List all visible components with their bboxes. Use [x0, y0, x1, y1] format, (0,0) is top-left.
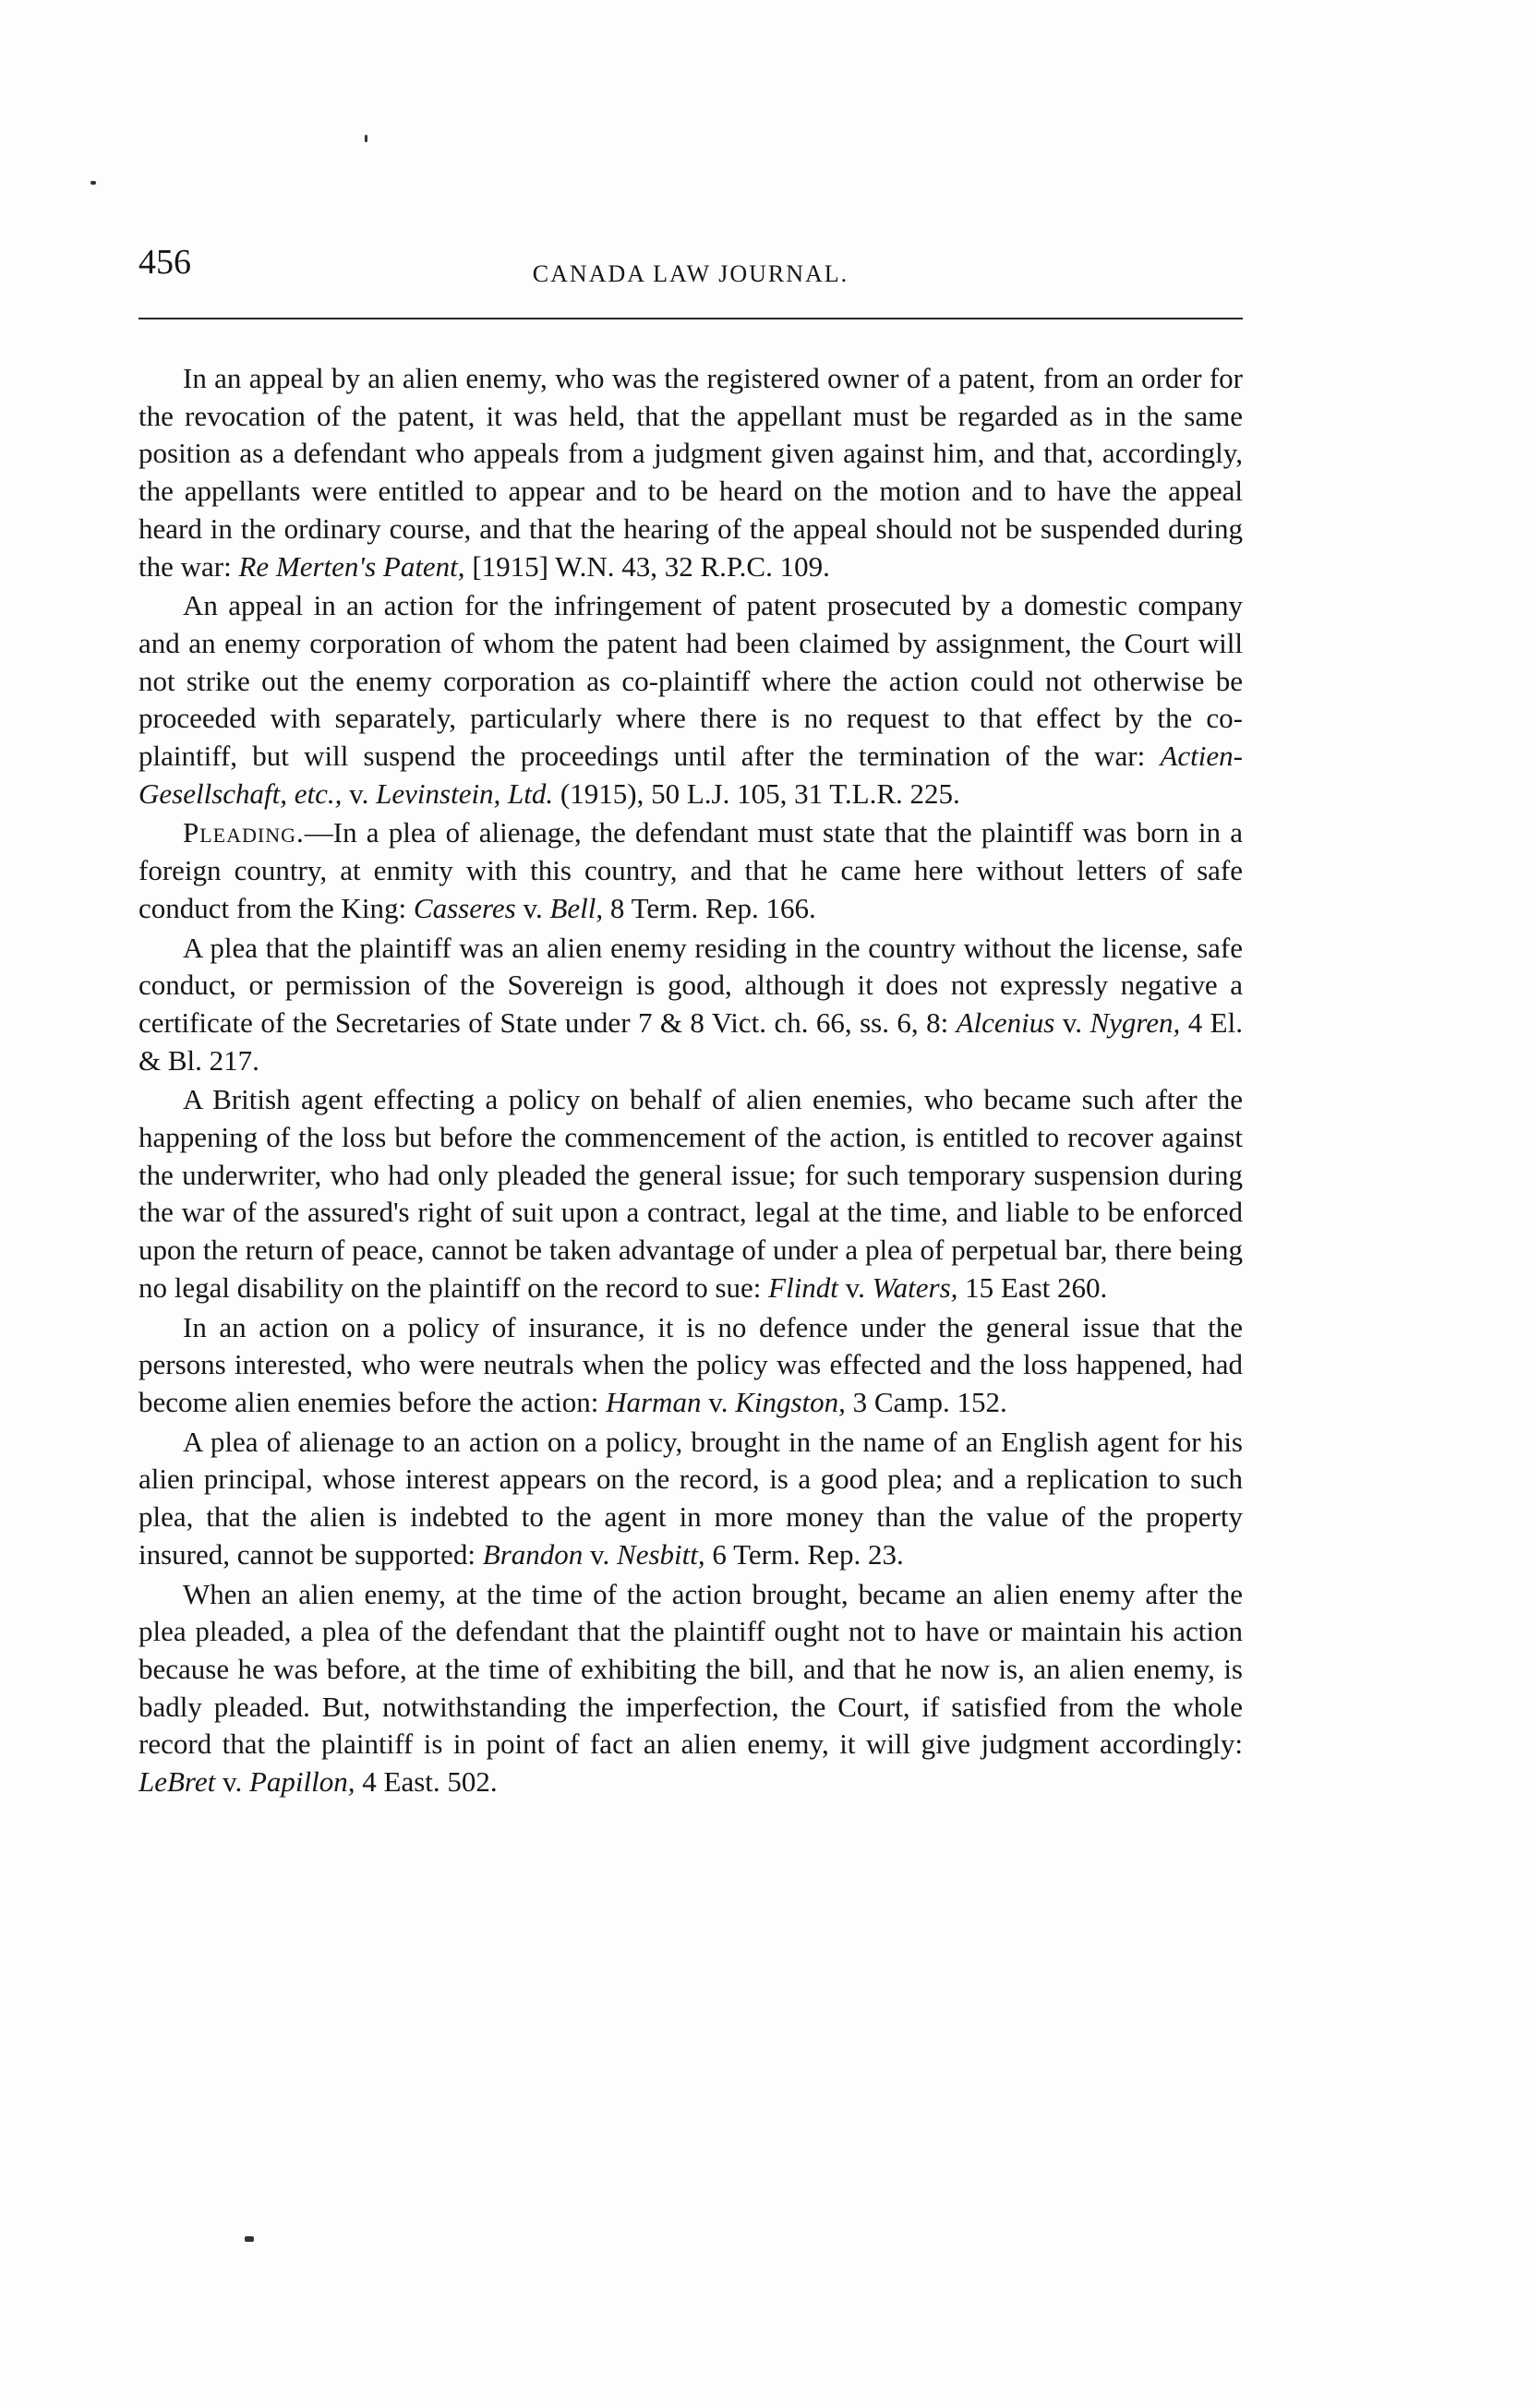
paragraph [138, 1081, 1243, 1306]
paragraph [138, 360, 1243, 585]
paragraph [138, 930, 1243, 1080]
paragraph-text: In an action on a policy of insurance, it is no defence under the general issue that the persons interested, who were neutrals when the policy was effected and the loss happened, had become alien enemies before the action: [138, 1310, 1243, 1418]
paragraph [138, 1309, 1243, 1422]
paragraph-text: v. [1054, 1005, 1090, 1039]
paragraph-text: v. [515, 891, 550, 924]
case-name: Nesbitt, [617, 1537, 705, 1571]
scan-speck [245, 2236, 254, 2242]
paragraph [138, 587, 1243, 813]
paragraph-text: 4 El. & Bl. 217. [138, 1005, 1243, 1077]
paragraph-text: v. [342, 777, 377, 810]
case-name: Re Merten's Patent, [238, 549, 465, 583]
case-name: Waters, [872, 1270, 958, 1304]
case-name: Casseres [413, 891, 516, 924]
paragraph [138, 1576, 1243, 1801]
paragraph-text: v. [583, 1537, 618, 1571]
case-name: Alcenius [956, 1005, 1055, 1039]
paragraph-text: 4 East. 502. [355, 1765, 498, 1799]
section-heading: Pleading. [183, 816, 305, 849]
paragraph-text: When an alien enemy, at the time of the action brought, became an alien enemy after the plea pleaded, a plea of the defendant that the plaintiff ought not to have or maintain his action because he was before, at the time of exhibiting the bill, and that he now is, an alien enemy, is badly pleaded. But, notwithstanding the imperfection, the Court, if satisfied from the whole record that the plaintiff is in point of fact an alien enemy, it will give judgment accordingly: [138, 1577, 1243, 1761]
paragraph-text: A plea of alienage to an action on a policy, brought in the name of an English agent for his alien principal, whose interest appears on the record, is a good plea; and a replication to such plea, that the alien is indebted to the agent in more money than the value of the property insured, cannot be supported: [138, 1425, 1243, 1571]
case-name: Levinstein, Ltd. [376, 777, 554, 810]
case-name: Actien-Gesellschaft, etc., [138, 740, 1243, 810]
case-name: Flindt [768, 1270, 838, 1304]
paragraph [138, 814, 1243, 927]
paragraph-text: [1915] W.N. 43, 32 R.P.C. 109. [464, 549, 830, 583]
paragraph-text: 8 Term. Rep. 166. [603, 891, 816, 924]
case-name: Bell, [549, 891, 604, 924]
scan-speck [365, 135, 367, 142]
case-name: Nygren, [1090, 1005, 1181, 1039]
paragraph-text: (1915), 50 L.J. 105, 31 T.L.R. 225. [553, 777, 960, 810]
paragraph-text: 6 Term. Rep. 23. [704, 1537, 904, 1571]
case-name: Papillon, [248, 1765, 355, 1799]
paragraph-text: 3 Camp. 152. [845, 1385, 1007, 1418]
paragraph-text: A British agent effecting a policy on behalf of alien enemies, who became such after the happening of the loss but before the commencement of the action, is entitled to recover against the underwriter, who had only pleaded the general issue; for such temporary suspension during the war of the assured's right of suit upon a contract, legal at the time, and liable to be enforced upon the return of peace, cannot be taken advantage of under a plea of perpetual bar, there being no legal disability on the plaintiff on the record to sue: [138, 1083, 1243, 1304]
document-page [138, 242, 1243, 1799]
running-head: CANADA LAW JOURNAL. [532, 260, 849, 287]
case-name: Harman [606, 1385, 702, 1418]
paragraph-text: 15 East 260. [957, 1270, 1108, 1304]
paragraph-text: A plea that the plaintiff was an alien enemy residing in the country without the license, safe conduct, or permission of the Sovereign is good, although it does not expressly negative a certificate of the Secretaries of State under 7 & 8 Vict. ch. 66, ss. 6, 8: [138, 931, 1243, 1039]
page-body [138, 360, 1243, 1803]
header-rule [138, 318, 1243, 319]
case-name: LeBret [138, 1765, 216, 1799]
paragraph-text: In an appeal by an alien enemy, who was the registered owner of a patent, from an order for the revocation of the patent, it was held, that the appellant must be regarded as in the same position as a defendant who appeals from a judgment given against him, and that, accordingly, the appellants were entitled to appear and to be heard on the motion and to have the appeal heard in the ordinary course, and that the hearing of the appeal should not be suspended during the war: [138, 362, 1243, 583]
paragraph-text: v. [837, 1270, 873, 1304]
paragraph-text: v. [215, 1765, 249, 1799]
paragraph [138, 1424, 1243, 1574]
page-number: 456 [138, 243, 191, 282]
paragraph-text: An appeal in an action for the infringement of patent prosecuted by a domestic company and an enemy corporation of whom the patent had been claimed by assignment, the Court will not strike out the enemy corporation as co-plaintiff where the action could not otherwise be proceeded with separately, particularly where there is no request to that effect by the co-plaintiff, but will suspend the proceedings until after the termination of the war: [138, 589, 1243, 773]
paragraph-text: v. [701, 1385, 736, 1418]
scan-speck [90, 181, 96, 185]
paragraph-text: —In a plea of alienage, the defendant must state that the plaintiff was born in a foreign country, at enmity with this country, and that he came here without letters of safe conduct from the King: [138, 816, 1243, 924]
case-name: Brandon [482, 1537, 584, 1571]
case-name: Kingston, [735, 1385, 846, 1418]
page-header [138, 242, 1243, 290]
